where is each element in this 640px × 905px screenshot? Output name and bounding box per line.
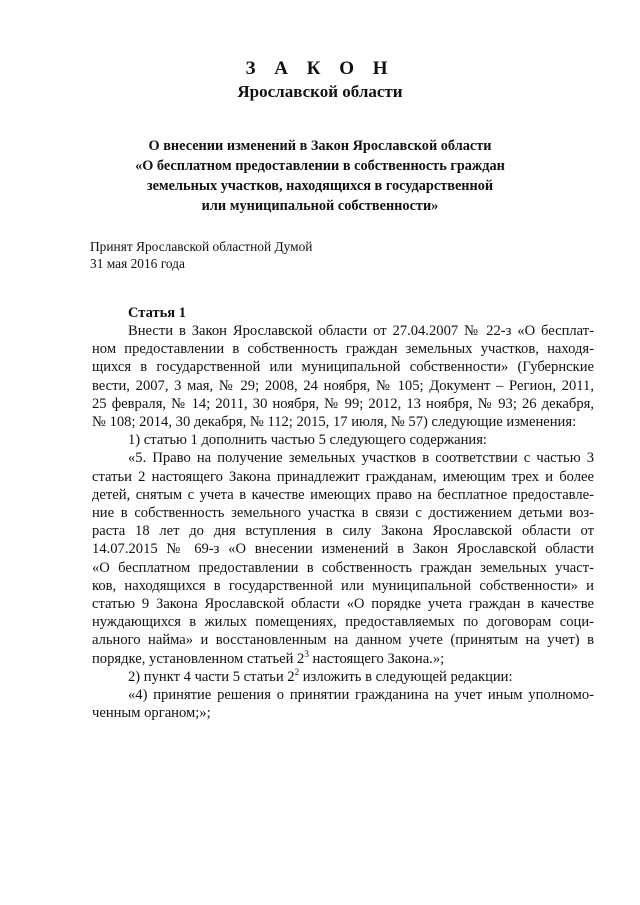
subject-line: или муниципальной собственности» (201, 198, 439, 214)
body-line: «4) принятие решения о принятии гражданина на учет иным уполномо- (128, 687, 594, 704)
superscript: 3 (304, 648, 309, 659)
body-line (92, 650, 594, 668)
adoption-date: 31 мая 2016 года (90, 256, 185, 271)
body-line: ального найма» и восстановленным на данном учете (принятым на учет) в (92, 632, 594, 649)
body-line: ние в собственность земельного участка в связи с достижением детьми воз- (92, 505, 594, 522)
superscript: 2 (294, 667, 300, 677)
body-line: ков, находящихся в государственной или муниципальной собственности» и (92, 577, 594, 594)
subject-line: земельных участков, находящихся в государственной (146, 178, 494, 194)
law-title: З А К О Н (245, 58, 395, 79)
adoption-body: Принят Ярославской областной Думой (90, 239, 313, 254)
body-line: вести, 2007, 3 мая, № 29; 2008, 24 ноября, № 105; Документ – Регион, 2011, (92, 377, 594, 394)
body-line: статьи 2 настоящего Закона принадлежит гражданам, имеющим трех и более (92, 468, 594, 485)
body-line: ченным органом;»; (92, 705, 211, 722)
body-line: 25 февраля, № 14; 2011, 30 ноября, № 99; 2012, 13 ноября, № 93; 26 декабря, (92, 395, 594, 412)
law-region: Ярославской области (237, 82, 403, 101)
body-line: 1) статью 1 дополнить частью 5 следующего содержания: (128, 432, 487, 449)
body-line: 14.07.2015 № 69-з «О внесении изменений в Закон Ярославской области (92, 541, 594, 558)
article-body (92, 322, 594, 722)
body-text: изложить в следующей редакции: (299, 668, 513, 685)
article-heading: Статья 1 (128, 305, 186, 321)
body-line: № 108; 2014, 30 декабря, № 112; 2015, 17 июля, № 57) следующие изменения: (92, 414, 577, 431)
body-text: настоящего Закона.»; (308, 650, 445, 667)
subject-line: О внесении изменений в Закон Ярославской области (148, 138, 492, 154)
law-subject (60, 136, 580, 216)
subject-line: «О бесплатном предоставлении в собственность граждан (135, 158, 505, 174)
body-line: «О бесплатном предоставлении в собственность граждан земельных участ- (92, 559, 594, 576)
body-line: ном предоставлении в собственность граждан земельных участков, находя- (92, 341, 594, 358)
body-line: Внести в Закон Ярославской области от 27.04.2007 № 22-з «О бесплат- (128, 323, 594, 339)
body-line: «5. Право на получение земельных участков в соответствии с частью 3 (128, 450, 594, 467)
body-text: порядке, установленном статьей 2 (92, 650, 305, 667)
body-line: нуждающихся в жилых помещениях, предоставляемых по договорам соци- (92, 614, 594, 631)
body-line: статью 9 Закона Ярославской области «О порядке учета граждан в качестве (92, 596, 594, 613)
body-line (92, 668, 594, 686)
body-text: 2) пункт 4 части 5 статьи 2 (128, 668, 295, 685)
body-line: щихся в государственной или муниципальной собственности» (Губернские (92, 359, 594, 376)
body-line: детей, снятым с учета в качестве имеющих право на бесплатное предоставле- (92, 486, 594, 503)
body-line: раста 18 лет до дня вступления в силу Закона Ярославской области от (92, 523, 594, 540)
adoption-note (90, 238, 312, 272)
